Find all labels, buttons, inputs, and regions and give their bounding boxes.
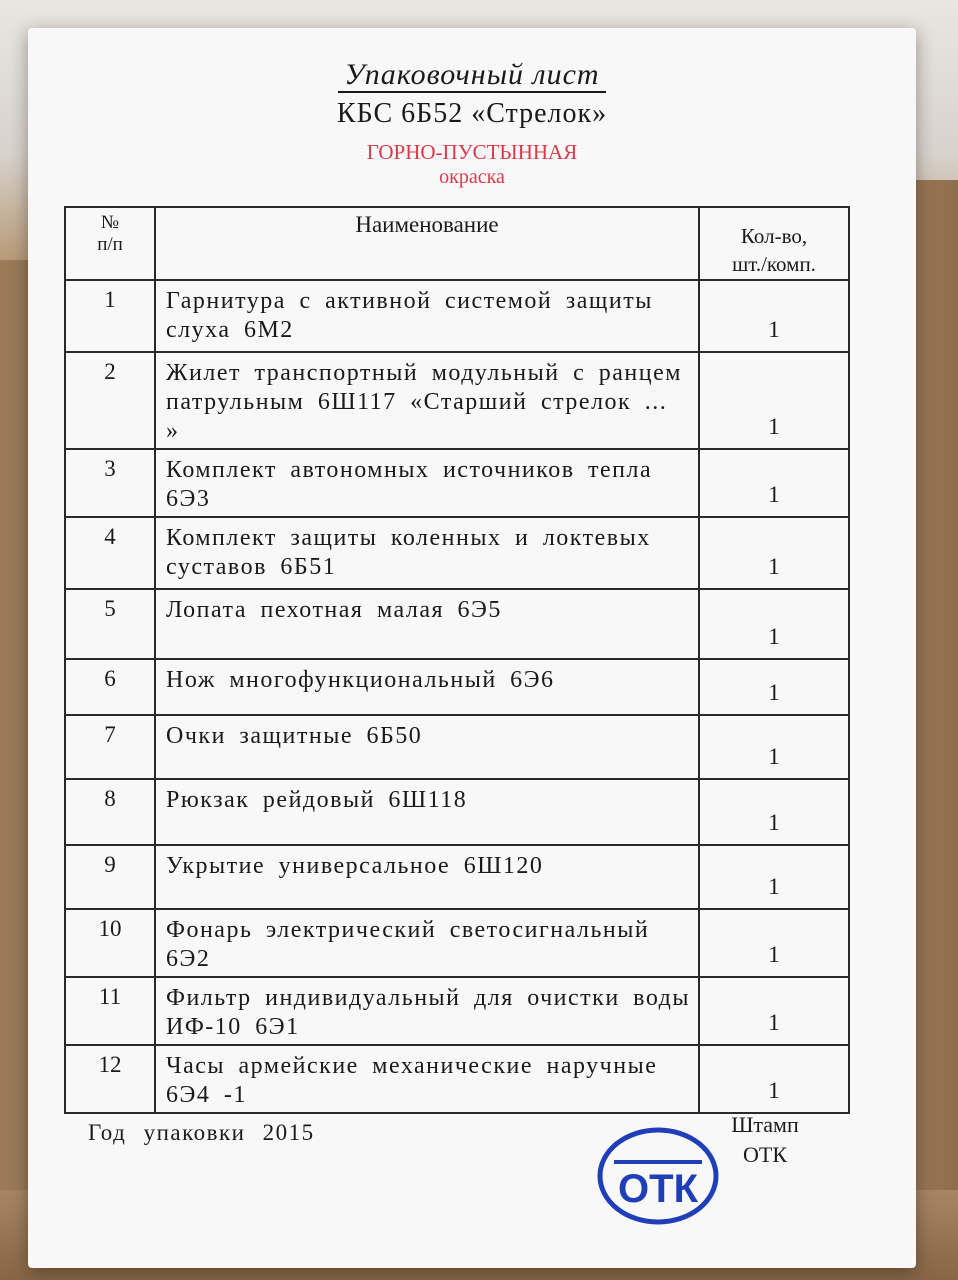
packing-year: Год упаковки 2015 [88,1120,315,1145]
row-quantity: 1 [699,909,849,977]
header-number-line1: № [100,212,120,233]
row-item-name: Лопата пехотная малая 6Э5 [155,589,699,659]
table-row [65,449,849,517]
row-number: 10 [65,909,155,977]
table-row [65,352,849,449]
row-number: 3 [65,449,155,517]
table-row [65,909,849,977]
stamp-label-line2: ОТК [743,1142,787,1167]
row-number: 4 [65,517,155,589]
row-item-name: Комплект автономных источников тепла 6Э3 [155,449,699,517]
row-quantity: 1 [699,449,849,517]
row-item-name: Гарнитура с активной системой защиты слуха 6М2 [155,280,699,352]
row-number: 12 [65,1045,155,1113]
stamp-label [710,1110,820,1170]
row-number: 8 [65,779,155,845]
row-number: 9 [65,845,155,909]
row-item-name: Жилет транспортный модульный с ранцем патрульным 6Ш117 «Старший стрелок ... » [155,352,699,449]
header-number [65,207,155,280]
items-table [64,206,850,1114]
row-number: 1 [65,280,155,352]
header-quantity-line1: Кол-во, [740,224,808,248]
row-quantity: 1 [699,715,849,779]
row-quantity: 1 [699,352,849,449]
row-quantity: 1 [699,517,849,589]
table-header-row [65,207,849,280]
row-quantity: 1 [699,1045,849,1113]
row-item-name: Укрытие универсальное 6Ш120 [155,845,699,909]
otk-stamp [596,1126,720,1226]
row-item-name: Очки защитные 6Б50 [155,715,699,779]
table-row [65,977,849,1045]
row-quantity: 1 [699,280,849,352]
header-number-line2: п/п [97,234,123,255]
table-row [65,715,849,779]
row-quantity: 1 [699,977,849,1045]
row-item-name: Фильтр индивидуальный для очистки воды ИФ-10 6Э1 [155,977,699,1045]
document-title: Упаковочный лист [28,58,916,92]
color-name: ГОРНО-ПУСТЫННАЯ [366,140,578,164]
table-row [65,1045,849,1113]
table-row [65,779,849,845]
row-item-name: Нож многофункциональный 6Э6 [155,659,699,715]
row-item-name: Комплект защиты коленных и локтевых суставов 6Б51 [155,517,699,589]
otk-stamp-text: ОТК [618,1167,698,1211]
row-number: 2 [65,352,155,449]
row-quantity: 1 [699,659,849,715]
header-quantity [699,207,849,280]
table-row [65,845,849,909]
header-quantity-line2: шт./комп. [732,252,816,276]
row-item-name: Часы армейские механические наручные 6Э4 -1 [155,1045,699,1113]
row-item-name: Фонарь электрический светосигнальный 6Э2 [155,909,699,977]
table-row [65,517,849,589]
document-subtitle: КБС 6Б52 «Стрелок» [336,98,608,129]
color-label: окраска [439,166,505,188]
row-quantity: 1 [699,845,849,909]
stamp-label-line1: Штамп [731,1112,799,1137]
row-quantity: 1 [699,589,849,659]
row-quantity: 1 [699,779,849,845]
packing-list-sheet [28,28,916,1268]
row-number: 5 [65,589,155,659]
row-number: 7 [65,715,155,779]
table-row [65,659,849,715]
table-row [65,280,849,352]
table-row [65,589,849,659]
row-number: 11 [65,977,155,1045]
header-name: Наименование [155,207,699,280]
row-number: 6 [65,659,155,715]
row-item-name: Рюкзак рейдовый 6Ш118 [155,779,699,845]
